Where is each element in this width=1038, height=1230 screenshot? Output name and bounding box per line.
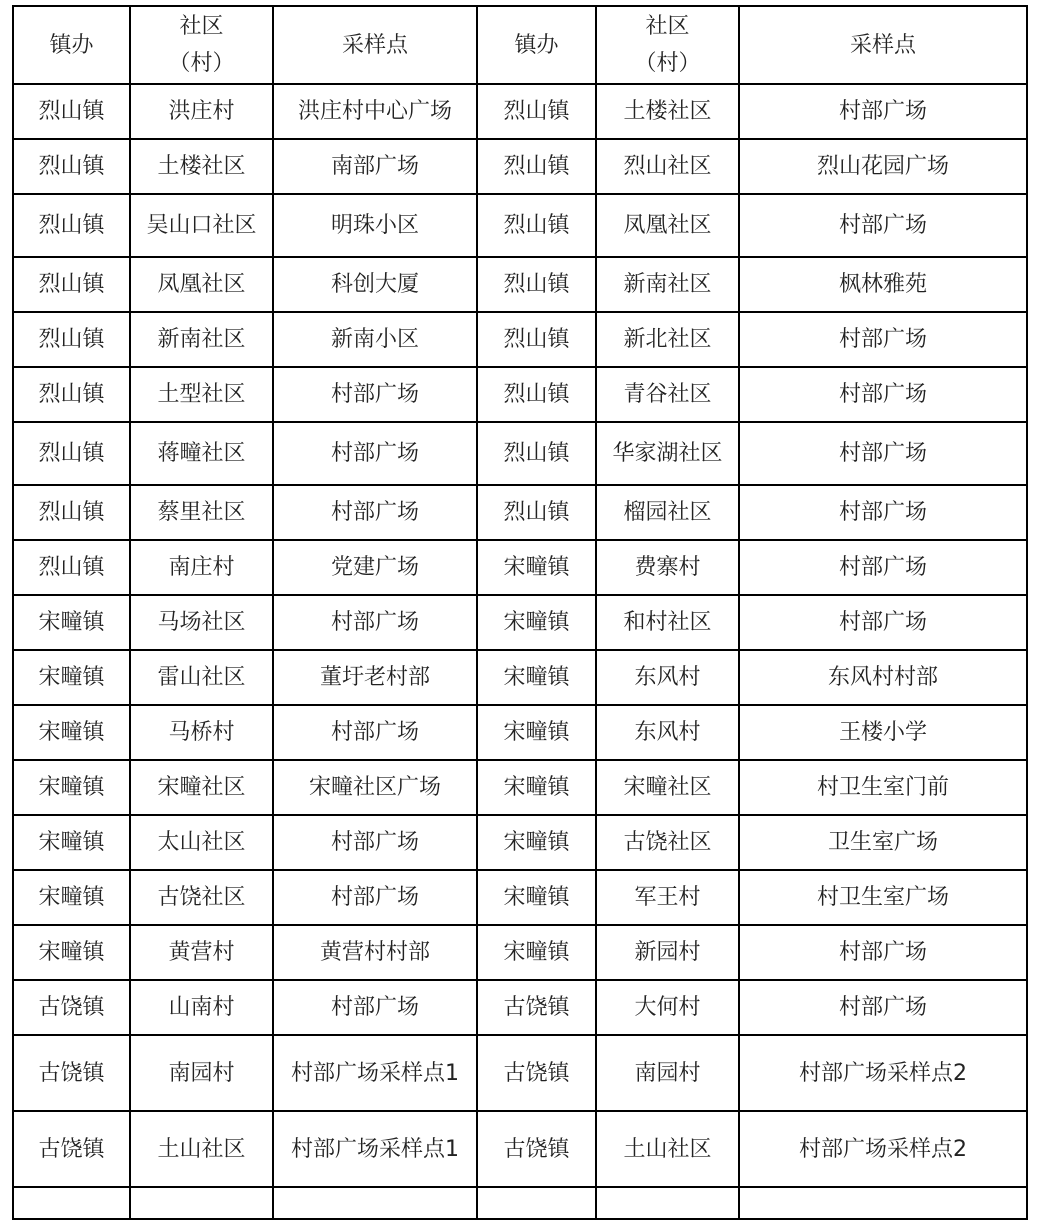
cell-community: 宋疃社区 [130,760,273,815]
cell-town: 宋疃镇 [13,705,130,760]
cell-sampling-point: 烈山花园广场 [739,139,1027,194]
cell-sampling-point: 村部广场 [739,84,1027,139]
table-row [13,422,1027,485]
cell-community: 洪庄村 [130,84,273,139]
cell-community: 东风村 [596,705,739,760]
cell-town: 烈山镇 [477,139,596,194]
cell-community: 马桥村 [130,705,273,760]
table-row [13,760,1027,815]
cell-town: 宋疃镇 [13,870,130,925]
table-row [13,1111,1027,1187]
table-row [13,1035,1027,1111]
cell-town: 烈山镇 [13,139,130,194]
cell-town: 烈山镇 [13,540,130,595]
cell-community: 东风村 [596,650,739,705]
header-community: 社区（村） [130,6,273,84]
empty-cell [596,1187,739,1219]
cell-sampling-point: 村卫生室广场 [739,870,1027,925]
cell-town: 宋疃镇 [477,705,596,760]
cell-community: 土型社区 [130,367,273,422]
header-sampling-point: 采样点 [273,6,477,84]
cell-town: 宋疃镇 [13,760,130,815]
header-row [13,6,1027,84]
cell-community: 华家湖社区 [596,422,739,485]
cell-town: 烈山镇 [477,422,596,485]
cell-sampling-point: 黄营村村部 [273,925,477,980]
table-row [13,139,1027,194]
table-row [13,540,1027,595]
cell-sampling-point: 村部广场 [273,595,477,650]
cell-town: 烈山镇 [477,312,596,367]
cell-town: 烈山镇 [13,194,130,257]
cell-town: 古饶镇 [13,980,130,1035]
cell-town: 宋疃镇 [477,870,596,925]
header-community: 社区（村） [596,6,739,84]
table-row [13,870,1027,925]
cell-community: 烈山社区 [596,139,739,194]
cell-sampling-point: 村部广场 [739,485,1027,540]
header-town: 镇办 [477,6,596,84]
cell-community: 太山社区 [130,815,273,870]
cell-sampling-point: 洪庄村中心广场 [273,84,477,139]
cell-town: 烈山镇 [477,485,596,540]
cell-town: 烈山镇 [13,257,130,312]
cell-sampling-point: 村部广场 [739,422,1027,485]
cell-sampling-point: 村部广场 [273,980,477,1035]
empty-cell [477,1187,596,1219]
cell-community: 黄营村 [130,925,273,980]
cell-town: 烈山镇 [13,84,130,139]
cell-town: 烈山镇 [477,257,596,312]
empty-cell [13,1187,130,1219]
empty-cell [130,1187,273,1219]
cell-community: 宋疃社区 [596,760,739,815]
cell-sampling-point: 村部广场 [273,705,477,760]
table-row [13,312,1027,367]
empty-cell [273,1187,477,1219]
cell-sampling-point: 南部广场 [273,139,477,194]
cell-town: 古饶镇 [13,1035,130,1111]
cell-sampling-point: 村部广场 [273,367,477,422]
cell-town: 宋疃镇 [13,595,130,650]
cell-sampling-point: 村部广场 [739,367,1027,422]
cell-sampling-point: 村部广场 [739,980,1027,1035]
cell-sampling-point: 新南小区 [273,312,477,367]
cell-community: 新北社区 [596,312,739,367]
cell-town: 古饶镇 [13,1111,130,1187]
table-row [13,650,1027,705]
cell-community: 南园村 [596,1035,739,1111]
table-row [13,815,1027,870]
cell-town: 烈山镇 [13,367,130,422]
cell-sampling-point: 村部广场 [273,815,477,870]
cell-community: 凤凰社区 [596,194,739,257]
cell-sampling-point: 董圩老村部 [273,650,477,705]
cell-community: 吴山口社区 [130,194,273,257]
cell-community: 南庄村 [130,540,273,595]
table-row [13,705,1027,760]
header-sampling-point: 采样点 [739,6,1027,84]
table-row [13,925,1027,980]
cell-community: 蔡里社区 [130,485,273,540]
cell-town: 烈山镇 [477,84,596,139]
cell-sampling-point: 明珠小区 [273,194,477,257]
cell-sampling-point: 村卫生室门前 [739,760,1027,815]
cell-community: 土山社区 [130,1111,273,1187]
cell-town: 古饶镇 [477,980,596,1035]
table-row [13,595,1027,650]
cell-community: 土楼社区 [596,84,739,139]
cell-sampling-point: 卫生室广场 [739,815,1027,870]
cell-town: 宋疃镇 [477,760,596,815]
cell-community: 马场社区 [130,595,273,650]
cell-community: 古饶社区 [130,870,273,925]
cell-town: 烈山镇 [13,312,130,367]
cell-sampling-point: 村部广场采样点1 [273,1111,477,1187]
cell-town: 宋疃镇 [477,925,596,980]
cell-town: 宋疃镇 [13,815,130,870]
header-town: 镇办 [13,6,130,84]
cell-sampling-point: 宋疃社区广场 [273,760,477,815]
cell-community: 军王村 [596,870,739,925]
cell-town: 宋疃镇 [13,650,130,705]
cell-community: 凤凰社区 [130,257,273,312]
cell-sampling-point: 村部广场 [739,194,1027,257]
cell-sampling-point: 村部广场 [739,595,1027,650]
cell-sampling-point: 枫林雅苑 [739,257,1027,312]
table-row [13,194,1027,257]
cell-town: 烈山镇 [13,485,130,540]
cell-community: 雷山社区 [130,650,273,705]
cell-community: 山南村 [130,980,273,1035]
cell-sampling-point: 王楼小学 [739,705,1027,760]
cell-town: 宋疃镇 [477,650,596,705]
cell-town: 古饶镇 [477,1035,596,1111]
cell-community: 古饶社区 [596,815,739,870]
cell-sampling-point: 村部广场采样点2 [739,1111,1027,1187]
table-row [13,84,1027,139]
cell-community: 青谷社区 [596,367,739,422]
cell-sampling-point: 村部广场 [273,485,477,540]
cell-sampling-point: 村部广场 [273,870,477,925]
table-row [13,485,1027,540]
cell-sampling-point: 村部广场 [739,312,1027,367]
cell-sampling-point: 东风村村部 [739,650,1027,705]
empty-cell [739,1187,1027,1219]
cell-town: 烈山镇 [477,367,596,422]
cell-town: 古饶镇 [477,1111,596,1187]
table-row [13,367,1027,422]
cell-community: 新南社区 [596,257,739,312]
cell-sampling-point: 村部广场采样点2 [739,1035,1027,1111]
cell-community: 新园村 [596,925,739,980]
table-row-continuation [13,1187,1027,1219]
cell-community: 新南社区 [130,312,273,367]
cell-sampling-point: 党建广场 [273,540,477,595]
table-row [13,980,1027,1035]
cell-community: 大何村 [596,980,739,1035]
cell-town: 宋疃镇 [477,815,596,870]
cell-town: 宋疃镇 [477,595,596,650]
cell-community: 土楼社区 [130,139,273,194]
cell-community: 土山社区 [596,1111,739,1187]
sampling-points-table [12,5,1028,1220]
cell-sampling-point: 村部广场 [739,540,1027,595]
cell-sampling-point: 村部广场 [739,925,1027,980]
cell-town: 宋疃镇 [13,925,130,980]
cell-community: 榴园社区 [596,485,739,540]
cell-community: 和村社区 [596,595,739,650]
cell-town: 宋疃镇 [477,540,596,595]
cell-sampling-point: 村部广场采样点1 [273,1035,477,1111]
cell-sampling-point: 村部广场 [273,422,477,485]
cell-town: 烈山镇 [477,194,596,257]
cell-community: 蒋疃社区 [130,422,273,485]
cell-community: 费寨村 [596,540,739,595]
cell-sampling-point: 科创大厦 [273,257,477,312]
cell-town: 烈山镇 [13,422,130,485]
cell-community: 南园村 [130,1035,273,1111]
table-row [13,257,1027,312]
